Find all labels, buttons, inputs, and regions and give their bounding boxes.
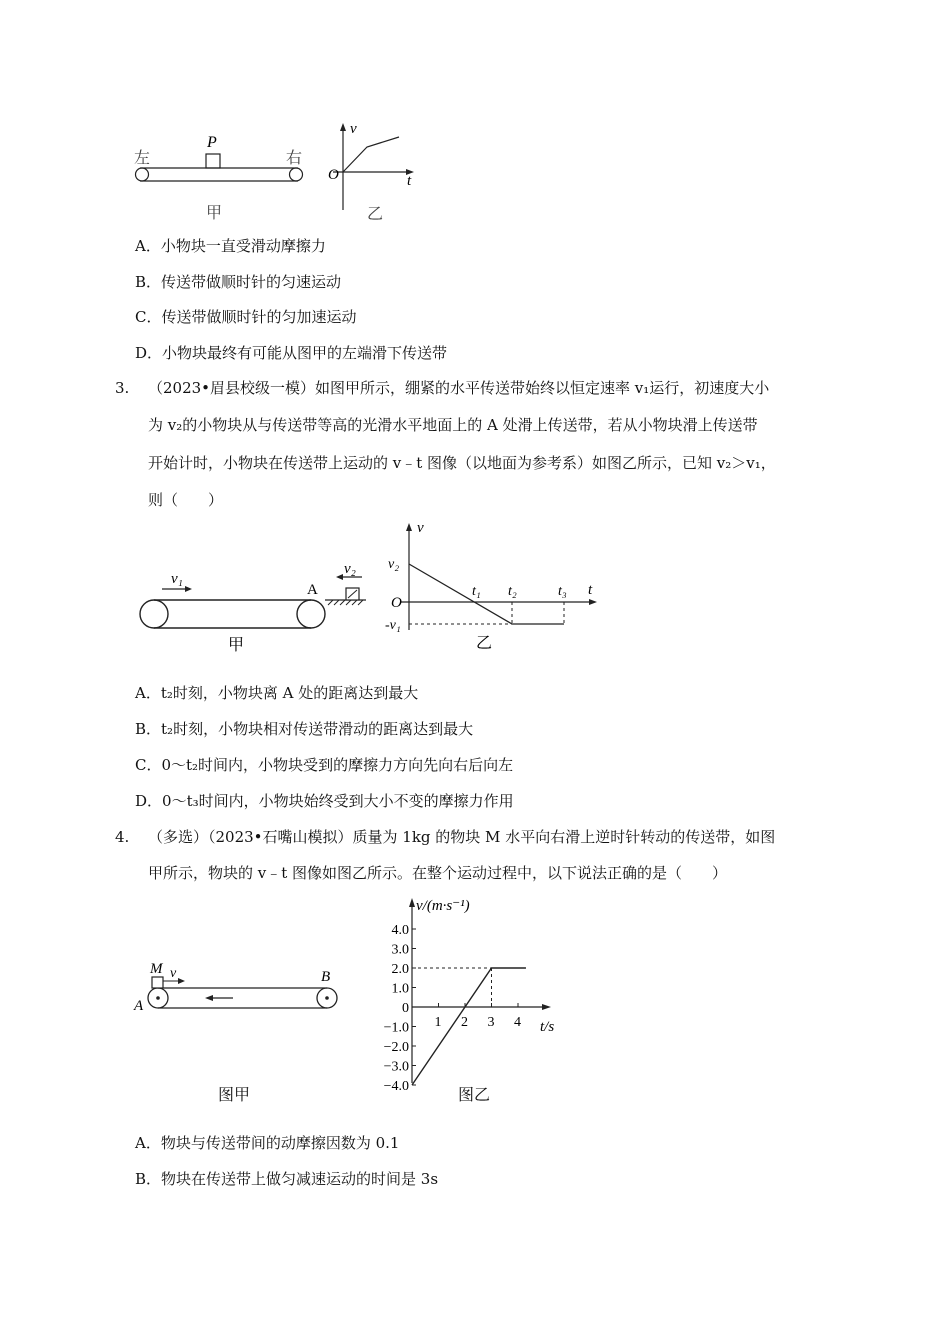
- q4-y-axis-arrow: [409, 898, 415, 907]
- q3-option-a: A．t₂时刻，小物块离 A 处的距离达到最大: [135, 684, 419, 702]
- fig1-block-label: P: [207, 134, 217, 151]
- fig1-right-label: 右: [286, 150, 303, 167]
- fig1-curve: [343, 137, 399, 172]
- q4-block-m: [152, 977, 163, 988]
- q4-v-arrowhead: [178, 978, 185, 984]
- q4-v-label: v: [170, 966, 177, 981]
- q3-v1-arrowhead: [185, 586, 192, 592]
- q4-caption-b: 图乙: [458, 1085, 491, 1104]
- y-tick-label: 4.0: [391, 923, 409, 938]
- q4-left-axle: [156, 996, 160, 1000]
- fig1-caption-a: 甲: [206, 205, 223, 222]
- q3-t-axis-arrow: [589, 599, 597, 605]
- q2-option-d: D．小物块最终有可能从图甲的左端滑下传送带: [135, 344, 448, 362]
- q3-stem-line-1: （2023•眉县校级一模）如图甲所示，绷紧的水平传送带始终以恒定速率 v₁运行，初速度大小: [148, 379, 770, 397]
- q3-option-d: D．0～t₃时间内，小物块始终受到大小不变的摩擦力作用: [135, 792, 514, 810]
- y-tick-label: −2.0: [383, 1040, 409, 1055]
- q3-caption-b: 乙: [476, 635, 493, 652]
- x-tick-label: 4: [514, 1015, 521, 1030]
- q4-option-b: B．物块在传送带上做匀减速运动的时间是 3s: [135, 1170, 439, 1188]
- fig1-origin: O: [328, 167, 339, 183]
- q3-v2-label: v₂: [344, 561, 356, 577]
- fig1-v-label: v: [350, 121, 357, 137]
- figure-q4-chart: [360, 890, 580, 1094]
- q3-stem-line-2: 为 v₂的小物块从与传送带等高的光滑水平地面上的 A 处滑上传送带，若从小物块滑上传送带: [148, 416, 758, 434]
- fig1-left-label: 左: [134, 150, 151, 167]
- y-tick-label: 2.0: [391, 962, 409, 977]
- q3-number: 3.: [115, 379, 130, 397]
- q3-v-label: v: [417, 520, 424, 536]
- fig1-t-label: t: [407, 173, 412, 189]
- figure-q3: [130, 518, 610, 658]
- figure-1: [120, 115, 440, 225]
- q4-b-label: B: [321, 969, 331, 985]
- q3-tick-neg-v1: -v₁: [385, 618, 401, 633]
- q3-velocity-line: [409, 564, 564, 624]
- q3-v1-label: v₁: [171, 571, 183, 587]
- q3-right-roller: [297, 600, 325, 628]
- fig1-v-arrow: [340, 123, 346, 131]
- y-tick-label: 1.0: [391, 981, 409, 997]
- right-roller: [290, 168, 303, 181]
- q4-a-label: A: [134, 998, 144, 1014]
- y-tick-label: −4.0: [383, 1079, 409, 1094]
- q2-option-b: B．传送带做顺时针的匀速运动: [135, 273, 342, 291]
- q3-stem-line-3: 开始计时，小物块在传送带上运动的 v﹣t 图像（以地面为参考系）如图乙所示，已知 v₂＞v₁，: [148, 454, 776, 472]
- q2-option-c: C．传送带做顺时针的匀加速运动: [135, 308, 357, 326]
- q3-a-label: A: [307, 582, 318, 598]
- q3-left-roller: [140, 600, 168, 628]
- q4-x-axis-arrow: [542, 1004, 551, 1010]
- q3-tick-t2: t₂: [508, 584, 517, 599]
- q4-number: 4.: [115, 828, 130, 846]
- velocity-series-line: [412, 968, 526, 1085]
- y-tick-label: 3.0: [391, 942, 409, 958]
- q4-right-axle: [325, 996, 329, 1000]
- block-p: [206, 154, 220, 168]
- y-tick-label: −1.0: [383, 1020, 409, 1036]
- q2-option-a: A．小物块一直受滑动摩擦力: [135, 237, 326, 255]
- q4-xlabel: t/s: [540, 1019, 555, 1035]
- q3-option-c: C．0～t₂时间内，小物块受到的摩擦力方向先向右后向左: [135, 756, 514, 774]
- q3-tick-t1: t₁: [472, 584, 481, 599]
- q3-t-label: t: [588, 582, 593, 598]
- q3-caption-a: 甲: [228, 637, 245, 654]
- q3-stem-line-4: 则（ ）: [148, 491, 224, 509]
- y-tick-label: 0: [402, 1001, 409, 1016]
- x-tick-label: 3: [487, 1015, 495, 1030]
- q3-v2-arrowhead: [336, 574, 343, 580]
- q3-tick-v2: v₂: [388, 557, 400, 572]
- q3-v-axis-arrow: [406, 523, 412, 531]
- q4-stem-line-1: （多选）（2023•石嘴山模拟）质量为 1kg 的物块 M 水平向右滑上逆时针转动的传送带，如图: [148, 828, 776, 846]
- q3-tick-t3: t₃: [558, 584, 567, 599]
- q3-ground-hatch: [328, 600, 363, 605]
- q4-m-label: M: [150, 961, 163, 977]
- left-roller: [136, 168, 149, 181]
- q4-caption-a: 图甲: [218, 1085, 251, 1104]
- q3-option-b: B．t₂时刻，小物块相对传送带滑动的距离达到最大: [135, 720, 474, 738]
- q3-origin: O: [391, 595, 402, 611]
- q4-belt-direction-head: [205, 995, 213, 1001]
- x-tick-label: 2: [461, 1015, 468, 1030]
- q4-stem-line-2: 甲所示，物块的 v﹣t 图像如图乙所示。在整个运动过程中，以下说法正确的是（ ）: [148, 864, 728, 882]
- q4-option-a: A．物块与传送带间的动摩擦因数为 0.1: [135, 1134, 400, 1152]
- q4-ylabel: v/(m·s⁻¹): [416, 898, 470, 914]
- figure-q4-belt: [125, 955, 355, 1025]
- y-tick-label: −3.0: [383, 1059, 409, 1075]
- x-tick-label: 1: [434, 1015, 442, 1030]
- fig1-caption-b: 乙: [367, 206, 384, 223]
